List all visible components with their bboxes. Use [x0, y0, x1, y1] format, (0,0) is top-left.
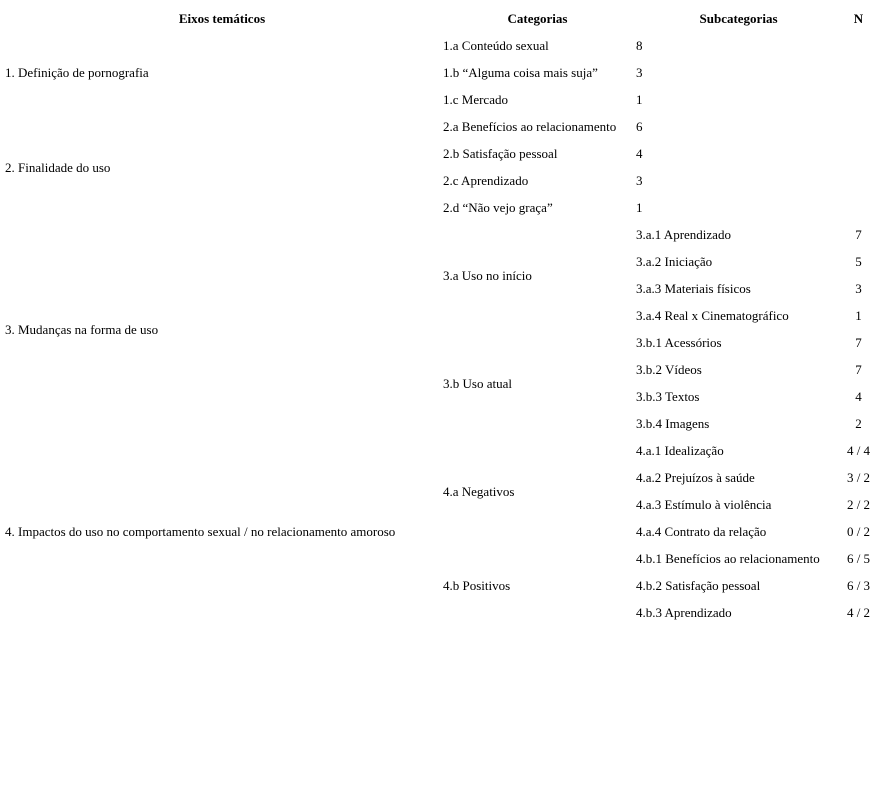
subcategoria-cell: 3.a.1 Aprendizado — [636, 227, 731, 242]
categoria-cell: 3.b Uso atual — [443, 375, 512, 391]
n-cell: 7 — [855, 227, 862, 242]
n-cell: 8 — [636, 38, 643, 53]
categoria-cell: 3.a Uso no início — [443, 267, 532, 283]
header-eixos: Eixos temáticos — [178, 11, 266, 26]
subcategoria-cell: 3.a.4 Real x Cinematográfico — [636, 308, 789, 323]
n-cell: 7 — [855, 335, 862, 350]
n-cell: 2 — [855, 416, 862, 431]
n-cell: 3 — [636, 65, 643, 80]
header-subcategorias: Subcategorias — [699, 11, 778, 26]
categoria-cell: 4.a Negativos — [443, 483, 515, 499]
n-cell: 3 — [855, 281, 862, 296]
n-cell: 6 / 5 — [846, 551, 871, 566]
categoria-cell: 2.b Satisfação pessoal — [443, 146, 558, 161]
n-cell: 0 / 2 — [846, 524, 871, 539]
categoria-cell: 2.d “Não vejo graça” — [443, 200, 553, 215]
subcategoria-cell: 3.b.1 Acessórios — [636, 335, 722, 350]
header-categorias: Categorias — [507, 11, 568, 26]
eixo-cell: 4. Impactos do uso no comportamento sexual / no relacionamento amoroso — [5, 524, 396, 539]
categoria-cell: 4.b Positivos — [443, 578, 511, 593]
categoria-cell: 2.c Aprendizado — [443, 173, 529, 188]
header-n: N — [853, 11, 864, 26]
subcategoria-cell: 4.a.4 Contrato da relação — [636, 524, 767, 539]
n-cell: 6 / 3 — [846, 578, 871, 593]
n-cell: 4 / 2 — [846, 605, 871, 620]
categoria-cell: 1.c Mercado — [443, 92, 508, 107]
thematic-table — [3, 5, 874, 626]
n-cell: 4 / 4 — [846, 443, 871, 458]
eixo-cell: 1. Definição de pornografia — [5, 65, 149, 80]
n-cell: 4 — [636, 146, 643, 161]
table-row — [3, 221, 874, 248]
subcategoria-cell: 4.a.2 Prejuízos à saúde — [636, 470, 755, 485]
subcategoria-cell: 4.a.1 Idealização — [636, 443, 724, 458]
table-row — [3, 437, 874, 464]
subcategoria-cell: 3.b.2 Vídeos — [636, 362, 702, 377]
n-cell: 1 — [855, 308, 862, 323]
subcategoria-cell: 3.a.2 Iniciação — [636, 254, 713, 269]
subcategoria-cell: 4.b.2 Satisfação pessoal — [636, 578, 761, 593]
eixo-cell: 2. Finalidade do uso — [5, 159, 111, 175]
n-cell: 3 / 2 — [846, 470, 871, 485]
n-cell: 5 — [855, 254, 862, 269]
table-row — [3, 113, 874, 140]
n-cell: 1 — [636, 92, 643, 107]
subcategoria-cell: 4.b.3 Aprendizado — [636, 605, 732, 620]
categoria-cell: 1.a Conteúdo sexual — [443, 38, 549, 53]
eixo-cell: 3. Mudanças na forma de uso — [5, 321, 159, 337]
subcategoria-cell: 3.b.4 Imagens — [636, 416, 710, 431]
n-cell: 1 — [636, 200, 643, 215]
subcategoria-cell: 3.b.3 Textos — [636, 389, 700, 404]
n-cell: 2 / 2 — [846, 497, 871, 512]
categoria-cell: 1.b “Alguma coisa mais suja” — [443, 65, 598, 80]
table-row — [3, 32, 874, 59]
categoria-cell: 2.a Benefícios ao relacionamento — [443, 119, 617, 134]
n-cell: 3 — [636, 173, 643, 188]
subcategoria-cell: 4.b.1 Benefícios ao relacionamento — [636, 551, 820, 566]
subcategoria-cell: 3.a.3 Materiais físicos — [636, 281, 751, 296]
n-cell: 6 — [636, 119, 643, 134]
n-cell: 7 — [855, 362, 862, 377]
subcategoria-cell: 4.a.3 Estímulo à violência — [636, 497, 772, 512]
header-row — [3, 5, 874, 32]
n-cell: 4 — [855, 389, 862, 404]
